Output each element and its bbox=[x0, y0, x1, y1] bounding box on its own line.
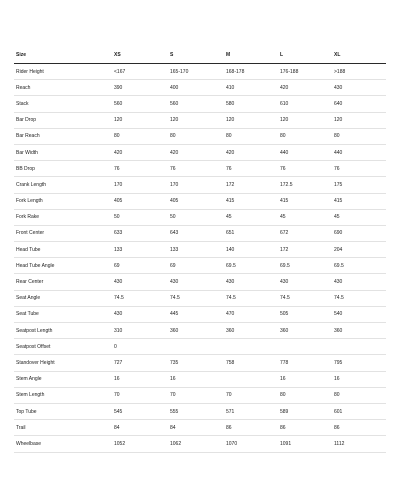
table-cell: 80 bbox=[278, 387, 332, 403]
table-cell: 120 bbox=[278, 112, 332, 128]
table-cell: 440 bbox=[278, 144, 332, 160]
table-row bbox=[14, 403, 386, 419]
table-cell: 0 bbox=[112, 339, 168, 355]
table-cell: 120 bbox=[224, 112, 278, 128]
table-cell bbox=[278, 339, 332, 355]
table-cell: 360 bbox=[278, 323, 332, 339]
geometry-table bbox=[14, 46, 386, 453]
table-cell: 45 bbox=[224, 209, 278, 225]
table-cell: 80 bbox=[332, 387, 386, 403]
table-cell: 16 bbox=[332, 371, 386, 387]
table-cell: 430 bbox=[332, 274, 386, 290]
table-cell: 415 bbox=[332, 193, 386, 209]
table-cell: 74.5 bbox=[332, 290, 386, 306]
row-label: Crank Length bbox=[14, 177, 112, 193]
table-row bbox=[14, 371, 386, 387]
column-header-s: S bbox=[168, 46, 224, 64]
table-cell: 445 bbox=[168, 306, 224, 322]
table-cell: 420 bbox=[224, 144, 278, 160]
table-cell: 120 bbox=[112, 112, 168, 128]
row-label: Front Center bbox=[14, 225, 112, 241]
table-cell: 80 bbox=[224, 128, 278, 144]
table-cell: 420 bbox=[168, 144, 224, 160]
table-cell: 76 bbox=[278, 161, 332, 177]
table-cell: 69.5 bbox=[278, 258, 332, 274]
table-cell: 69 bbox=[112, 258, 168, 274]
table-cell: 430 bbox=[224, 274, 278, 290]
row-label: Head Tube bbox=[14, 242, 112, 258]
table-cell: 16 bbox=[112, 371, 168, 387]
table-cell: 795 bbox=[332, 355, 386, 371]
table-row bbox=[14, 420, 386, 436]
table-cell: 170 bbox=[168, 177, 224, 193]
table-cell: 555 bbox=[168, 403, 224, 419]
table-row bbox=[14, 274, 386, 290]
table-row bbox=[14, 80, 386, 96]
table-cell: 640 bbox=[332, 96, 386, 112]
table-cell: 69.5 bbox=[224, 258, 278, 274]
table-row bbox=[14, 193, 386, 209]
table-cell bbox=[332, 339, 386, 355]
table-cell bbox=[168, 339, 224, 355]
table-cell: 1062 bbox=[168, 436, 224, 452]
table-cell: 672 bbox=[278, 225, 332, 241]
table-cell: 430 bbox=[332, 80, 386, 96]
table-cell: 76 bbox=[168, 161, 224, 177]
table-row bbox=[14, 290, 386, 306]
table-cell: <167 bbox=[112, 64, 168, 80]
table-cell: 360 bbox=[168, 323, 224, 339]
table-cell: 74.5 bbox=[278, 290, 332, 306]
row-label: Bar Width bbox=[14, 144, 112, 160]
table-cell: 633 bbox=[112, 225, 168, 241]
table-cell: 560 bbox=[168, 96, 224, 112]
table-row bbox=[14, 436, 386, 452]
row-label: Reach bbox=[14, 80, 112, 96]
table-cell: 643 bbox=[168, 225, 224, 241]
column-header-m: M bbox=[224, 46, 278, 64]
row-label: Rear Center bbox=[14, 274, 112, 290]
table-cell: >188 bbox=[332, 64, 386, 80]
column-header-l: L bbox=[278, 46, 332, 64]
table-cell: 727 bbox=[112, 355, 168, 371]
table-cell: 470 bbox=[224, 306, 278, 322]
table-cell: 140 bbox=[224, 242, 278, 258]
geometry-table-container bbox=[14, 46, 386, 453]
table-cell: 410 bbox=[224, 80, 278, 96]
table-cell: 310 bbox=[112, 323, 168, 339]
table-cell: 405 bbox=[168, 193, 224, 209]
table-row bbox=[14, 64, 386, 80]
table-cell: 176-188 bbox=[278, 64, 332, 80]
table-header bbox=[14, 46, 386, 64]
table-cell: 360 bbox=[224, 323, 278, 339]
row-label: Rider Height bbox=[14, 64, 112, 80]
table-cell bbox=[224, 371, 278, 387]
table-cell: 76 bbox=[112, 161, 168, 177]
row-label: Fork Rake bbox=[14, 209, 112, 225]
table-cell: 175 bbox=[332, 177, 386, 193]
table-cell: 420 bbox=[278, 80, 332, 96]
table-cell: 610 bbox=[278, 96, 332, 112]
table-cell: 80 bbox=[112, 128, 168, 144]
table-cell: 50 bbox=[112, 209, 168, 225]
table-cell: 74.5 bbox=[168, 290, 224, 306]
row-label: Bar Drop bbox=[14, 112, 112, 128]
table-cell: 120 bbox=[168, 112, 224, 128]
row-label: Seatpost Offset bbox=[14, 339, 112, 355]
table-row bbox=[14, 258, 386, 274]
row-label: BB Drop bbox=[14, 161, 112, 177]
row-label: Wheelbase bbox=[14, 436, 112, 452]
row-label: Seatpost Length bbox=[14, 323, 112, 339]
table-row bbox=[14, 323, 386, 339]
table-cell: 440 bbox=[332, 144, 386, 160]
table-cell: 70 bbox=[224, 387, 278, 403]
table-row bbox=[14, 387, 386, 403]
row-label: Stem Angle bbox=[14, 371, 112, 387]
table-cell: 170 bbox=[112, 177, 168, 193]
row-label: Head Tube Angle bbox=[14, 258, 112, 274]
table-cell: 589 bbox=[278, 403, 332, 419]
table-cell: 405 bbox=[112, 193, 168, 209]
row-label: Stem Length bbox=[14, 387, 112, 403]
table-cell: 120 bbox=[332, 112, 386, 128]
table-cell: 430 bbox=[278, 274, 332, 290]
table-cell: 84 bbox=[168, 420, 224, 436]
table-cell: 86 bbox=[224, 420, 278, 436]
table-cell: 50 bbox=[168, 209, 224, 225]
table-row bbox=[14, 96, 386, 112]
header-row bbox=[14, 46, 386, 64]
table-cell: 74.5 bbox=[112, 290, 168, 306]
table-cell bbox=[224, 339, 278, 355]
table-cell: 360 bbox=[332, 323, 386, 339]
table-cell: 400 bbox=[168, 80, 224, 96]
table-row bbox=[14, 355, 386, 371]
table-cell: 540 bbox=[332, 306, 386, 322]
table-row bbox=[14, 339, 386, 355]
table-row bbox=[14, 144, 386, 160]
table-cell: 560 bbox=[112, 96, 168, 112]
table-cell: 76 bbox=[224, 161, 278, 177]
table-cell: 415 bbox=[278, 193, 332, 209]
row-label: Top Tube bbox=[14, 403, 112, 419]
table-cell: 430 bbox=[112, 306, 168, 322]
table-cell: 86 bbox=[278, 420, 332, 436]
column-header-size: Size bbox=[14, 46, 112, 64]
table-row bbox=[14, 112, 386, 128]
table-cell: 80 bbox=[332, 128, 386, 144]
table-row bbox=[14, 177, 386, 193]
table-cell: 415 bbox=[224, 193, 278, 209]
table-cell: 758 bbox=[224, 355, 278, 371]
table-cell: 601 bbox=[332, 403, 386, 419]
table-cell: 133 bbox=[168, 242, 224, 258]
table-cell: 571 bbox=[224, 403, 278, 419]
table-cell: 70 bbox=[168, 387, 224, 403]
table-cell: 778 bbox=[278, 355, 332, 371]
table-cell: 580 bbox=[224, 96, 278, 112]
table-cell: 690 bbox=[332, 225, 386, 241]
table-cell: 165-170 bbox=[168, 64, 224, 80]
column-header-xl: XL bbox=[332, 46, 386, 64]
table-row bbox=[14, 306, 386, 322]
table-cell: 1112 bbox=[332, 436, 386, 452]
table-cell: 84 bbox=[112, 420, 168, 436]
table-cell: 86 bbox=[332, 420, 386, 436]
table-body bbox=[14, 64, 386, 453]
table-cell: 16 bbox=[278, 371, 332, 387]
table-row bbox=[14, 242, 386, 258]
table-cell: 45 bbox=[332, 209, 386, 225]
table-cell: 172 bbox=[224, 177, 278, 193]
table-row bbox=[14, 209, 386, 225]
row-label: Seat Tube bbox=[14, 306, 112, 322]
table-cell: 545 bbox=[112, 403, 168, 419]
table-row bbox=[14, 161, 386, 177]
table-cell: 172 bbox=[278, 242, 332, 258]
column-header-xs: XS bbox=[112, 46, 168, 64]
table-cell: 651 bbox=[224, 225, 278, 241]
table-cell: 420 bbox=[112, 144, 168, 160]
table-cell: 74.5 bbox=[224, 290, 278, 306]
table-cell: 1091 bbox=[278, 436, 332, 452]
table-cell: 505 bbox=[278, 306, 332, 322]
table-cell: 70 bbox=[112, 387, 168, 403]
table-cell: 80 bbox=[168, 128, 224, 144]
table-cell: 133 bbox=[112, 242, 168, 258]
table-cell: 1070 bbox=[224, 436, 278, 452]
table-cell: 1052 bbox=[112, 436, 168, 452]
table-cell: 69 bbox=[168, 258, 224, 274]
table-cell: 76 bbox=[332, 161, 386, 177]
table-cell: 16 bbox=[168, 371, 224, 387]
row-label: Bar Reach bbox=[14, 128, 112, 144]
table-cell: 430 bbox=[112, 274, 168, 290]
table-cell: 172.5 bbox=[278, 177, 332, 193]
table-cell: 80 bbox=[278, 128, 332, 144]
table-cell: 45 bbox=[278, 209, 332, 225]
table-cell: 430 bbox=[168, 274, 224, 290]
row-label: Standover Height bbox=[14, 355, 112, 371]
table-cell: 390 bbox=[112, 80, 168, 96]
row-label: Fork Length bbox=[14, 193, 112, 209]
table-row bbox=[14, 225, 386, 241]
table-row bbox=[14, 128, 386, 144]
table-cell: 168-178 bbox=[224, 64, 278, 80]
row-label: Trail bbox=[14, 420, 112, 436]
table-cell: 69.5 bbox=[332, 258, 386, 274]
table-cell: 735 bbox=[168, 355, 224, 371]
row-label: Stack bbox=[14, 96, 112, 112]
row-label: Seat Angle bbox=[14, 290, 112, 306]
table-cell: 204 bbox=[332, 242, 386, 258]
